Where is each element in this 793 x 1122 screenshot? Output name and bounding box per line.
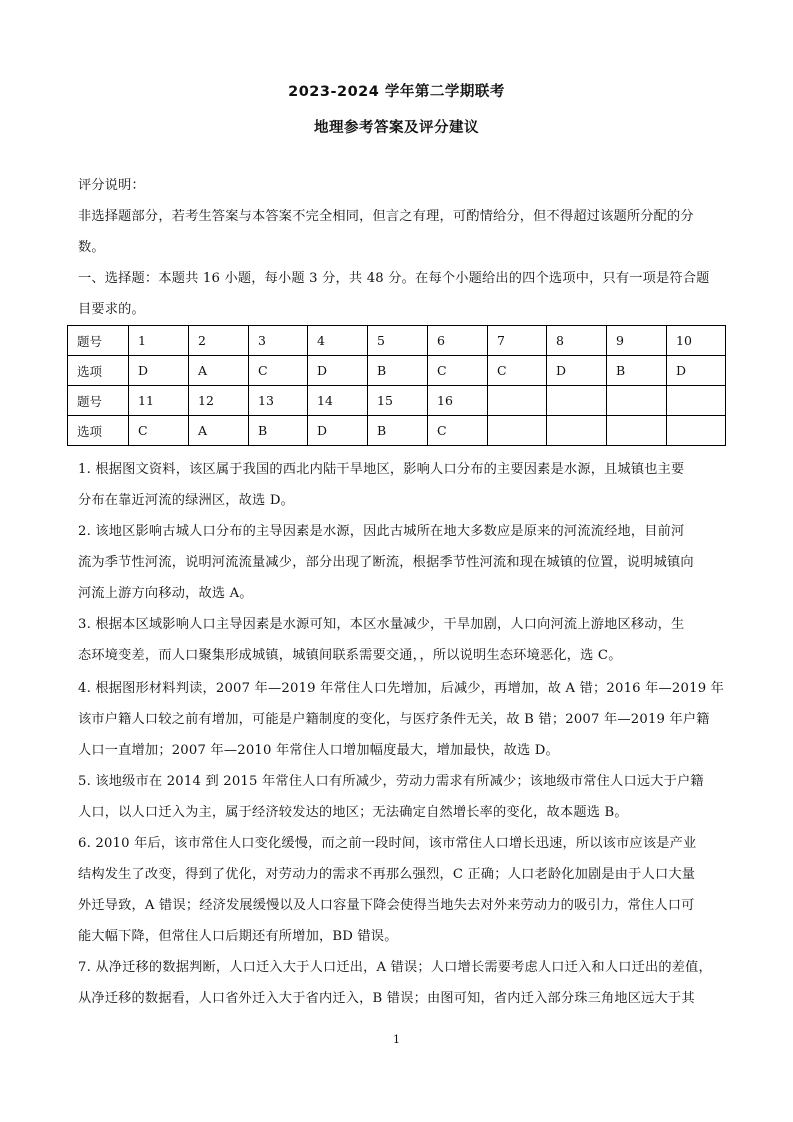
table-cell: 选项 bbox=[68, 416, 129, 446]
answer-6-line-4: 能大幅下降，但常住人口后期还有所增加，BD 错误。 bbox=[78, 929, 398, 944]
table-cell bbox=[667, 416, 726, 446]
document-title: 2023-2024 学年第二学期联考 bbox=[288, 84, 505, 100]
table-cell: B bbox=[607, 356, 667, 386]
table-cell: A bbox=[189, 356, 249, 386]
table-cell: A bbox=[189, 416, 249, 446]
table-cell: D bbox=[308, 356, 368, 386]
answer-1-line-1: 1. 根据图文资料，该区属于我国的西北内陆干旱地区，影响人口分布的主要因素是水源，且城镇也主要 bbox=[78, 462, 685, 477]
answer-2-line-1: 2. 该地区影响古城人口分布的主导因素是水源，因此古城所在地大多数应是原来的河流流经地，目前河 bbox=[78, 524, 685, 539]
answer-4-line-1: 4. 根据图形材料判读，2007 年—2019 年常住人口先增加，后减少，再增加，故 A 错；2016 年—2019 年 bbox=[78, 681, 725, 696]
section1-line-1: 一、选择题：本题共 16 小题，每小题 3 分，共 48 分。在每个小题给出的四个选项中，只有一项是符合题 bbox=[78, 271, 710, 286]
notes-line-2: 数。 bbox=[78, 240, 105, 255]
table-cell: 8 bbox=[547, 326, 607, 356]
table-cell: 5 bbox=[368, 326, 428, 356]
table-cell: C bbox=[488, 356, 547, 386]
table-cell: 15 bbox=[368, 386, 428, 416]
answer-4-line-3: 人口一直增加；2007 年—2010 年常住人口增加幅度最大，增加最快，故选 D。 bbox=[78, 743, 559, 758]
table-cell: 6 bbox=[428, 326, 488, 356]
table-cell: D bbox=[308, 416, 368, 446]
table-cell: 3 bbox=[249, 326, 308, 356]
table-cell bbox=[607, 386, 667, 416]
table-row bbox=[68, 416, 726, 446]
table-cell: D bbox=[129, 356, 189, 386]
table-cell: C bbox=[428, 416, 488, 446]
table-cell: 1 bbox=[129, 326, 189, 356]
table-cell: 11 bbox=[129, 386, 189, 416]
table-cell: 题号 bbox=[68, 386, 129, 416]
section1-line-2: 目要求的。 bbox=[78, 302, 145, 317]
table-cell bbox=[667, 386, 726, 416]
answer-table bbox=[67, 325, 726, 446]
table-row bbox=[68, 356, 726, 386]
table-cell: 12 bbox=[189, 386, 249, 416]
answer-3-line-2: 态环境变差，而人口聚集形成城镇，城镇间联系需要交通，，所以说明生态环境恶化，选 C。 bbox=[78, 648, 622, 663]
answer-7-line-1: 7. 从净迁移的数据判断，人口迁入大于人口迁出，A 错误；人口增长需要考虑人口迁入和人口迁出的差值， bbox=[78, 960, 712, 975]
table-cell: B bbox=[368, 416, 428, 446]
table-cell: 14 bbox=[308, 386, 368, 416]
table-cell: 7 bbox=[488, 326, 547, 356]
answer-6-line-1: 6. 2010 年后，该市常住人口变化缓慢，而之前一段时间，该市常住人口增长迅速，所以该市应该是产业 bbox=[78, 836, 697, 851]
answer-6-line-3: 外迁导致，A 错误；经济发展缓慢以及人口容量下降会使得当地失去对外来劳动力的吸引力，常住人口可 bbox=[78, 898, 695, 913]
table-cell: D bbox=[667, 356, 726, 386]
table-cell: 2 bbox=[189, 326, 249, 356]
answer-2-line-2: 流为季节性河流，说明河流流量减少，部分出现了断流，根据季节性河流和现在城镇的位置，说明城镇向 bbox=[78, 555, 694, 570]
answer-1-line-2: 分布在靠近河流的绿洲区，故选 D。 bbox=[78, 493, 294, 508]
table-cell: 题号 bbox=[68, 326, 129, 356]
table-cell bbox=[547, 386, 607, 416]
table-cell: 9 bbox=[607, 326, 667, 356]
table-row bbox=[68, 386, 726, 416]
table-cell: C bbox=[428, 356, 488, 386]
answer-6-line-2: 结构发生了改变，得到了优化，对劳动力的需求不再那么强烈，C 正确；人口老龄化加剧是由于人口大量 bbox=[78, 867, 696, 882]
answer-5-line-1: 5. 该地级市在 2014 到 2015 年常住人口有所减少，劳动力需求有所减少；该地级市常住人口远大于户籍 bbox=[78, 774, 704, 789]
table-cell: B bbox=[368, 356, 428, 386]
document-subtitle: 地理参考答案及评分建议 bbox=[314, 120, 479, 136]
notes-line-1: 非选择题部分，若考生答案与本答案不完全相同，但言之有理，可酌情给分，但不得超过该题所分配的分 bbox=[78, 209, 694, 224]
table-cell: C bbox=[129, 416, 189, 446]
table-cell: C bbox=[249, 356, 308, 386]
table-cell bbox=[607, 416, 667, 446]
answer-3-line-1: 3. 根据本区域影响人口主导因素是水源可知，本区水量减少，干旱加剧，人口向河流上游地区移动，生 bbox=[78, 617, 685, 632]
table-cell: 选项 bbox=[68, 356, 129, 386]
table-cell: 13 bbox=[249, 386, 308, 416]
table-row bbox=[68, 326, 726, 356]
table-cell bbox=[488, 416, 547, 446]
table-cell: D bbox=[547, 356, 607, 386]
table-cell: 4 bbox=[308, 326, 368, 356]
table-cell bbox=[547, 416, 607, 446]
answer-5-line-2: 人口，以人口迁入为主，属于经济较发达的地区；无法确定自然增长率的变化，故本题选 B。 bbox=[78, 805, 628, 820]
table-cell: 10 bbox=[667, 326, 726, 356]
table-cell: 16 bbox=[428, 386, 488, 416]
answer-7-line-2: 从净迁移的数据看，人口省外迁入大于省内迁入，B 错误；由图可知，省内迁入部分珠三角地区远大于其 bbox=[78, 991, 695, 1006]
table-cell bbox=[488, 386, 547, 416]
page-number: 1 bbox=[393, 1033, 400, 1046]
answer-4-line-2: 该市户籍人口较之前有增加，可能是户籍制度的变化，与医疗条件无关，故 B 错；2007 年—2019 年户籍 bbox=[78, 712, 710, 727]
table-cell: B bbox=[249, 416, 308, 446]
notes-heading: 评分说明： bbox=[78, 178, 145, 193]
answer-2-line-3: 河流上游方向移动，故选 A。 bbox=[78, 586, 253, 601]
